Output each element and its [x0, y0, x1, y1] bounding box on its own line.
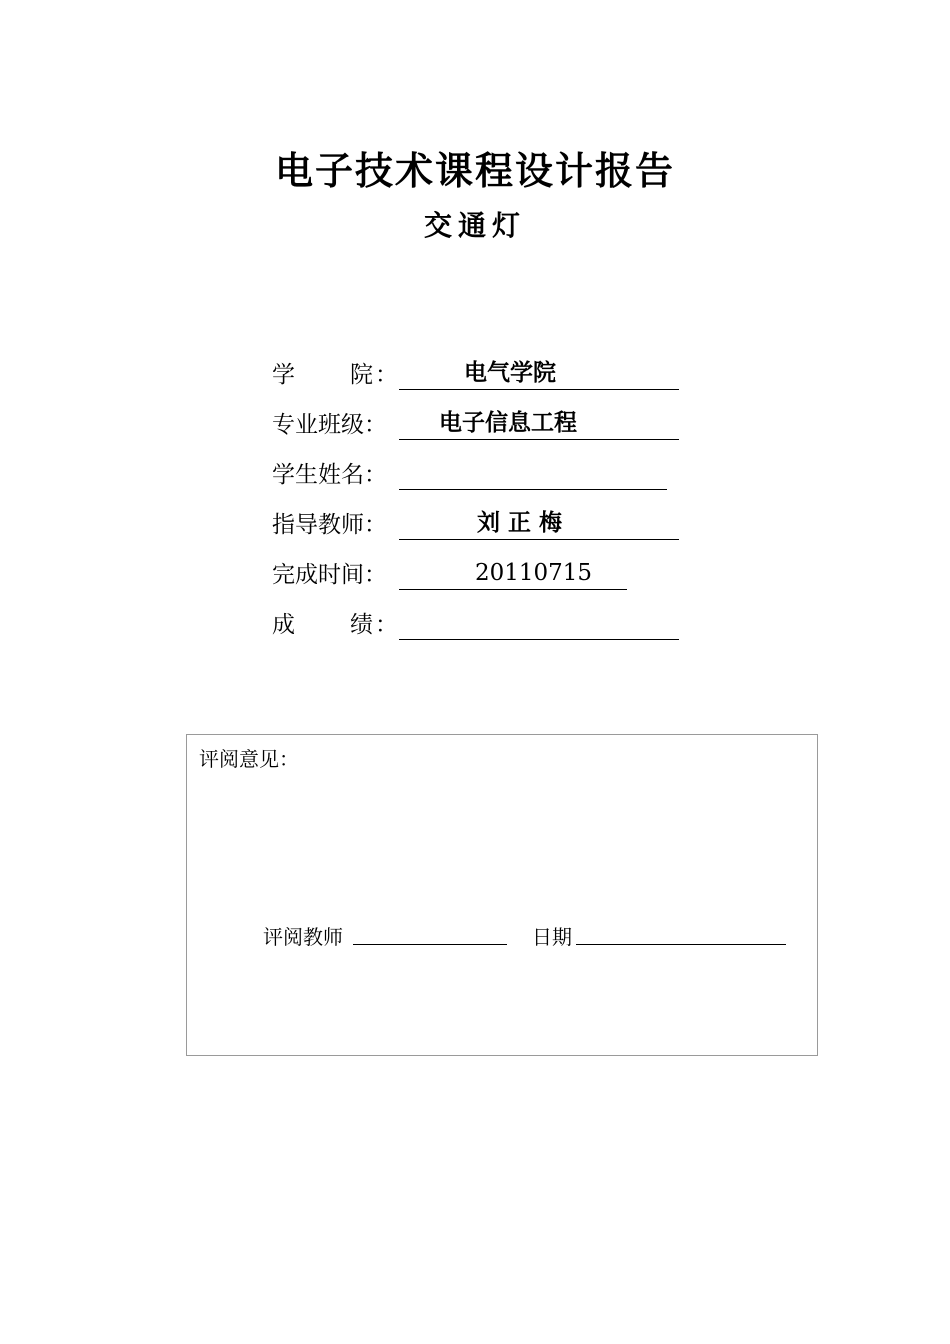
college-label-char-2: 院 [350, 362, 373, 388]
grade-field [399, 607, 679, 640]
advisor-value: 刘 正 梅 [477, 510, 563, 536]
review-teacher-line [353, 944, 507, 945]
college-value: 电气学院 [464, 360, 556, 386]
advisor-field [399, 507, 679, 540]
major-value: 电子信息工程 [439, 410, 577, 436]
college-field [399, 357, 679, 390]
date-label: 完成时间： [272, 562, 387, 588]
student-field [399, 457, 667, 490]
review-teacher-label: 评阅教师 [263, 925, 343, 949]
date-value: 20110715 [475, 560, 593, 586]
review-date-label: 日期 [532, 925, 572, 949]
date-field [399, 557, 627, 590]
advisor-label: 指导教师： [272, 512, 387, 538]
review-label: 评阅意见： [199, 747, 299, 771]
student-label: 学生姓名： [272, 462, 387, 488]
college-label-char-1: 学 [272, 362, 295, 388]
review-box [186, 734, 818, 1056]
grade-label-char-2: 绩 [350, 612, 373, 638]
grade-label-colon: ： [375, 612, 398, 638]
major-field [399, 407, 679, 440]
report-title: 电子技术课程设计报告 [274, 148, 675, 193]
review-date-line [576, 944, 786, 945]
major-label: 专业班级： [272, 412, 387, 438]
report-subtitle: 交通灯 [423, 209, 526, 242]
grade-label-char-1: 成 [272, 612, 295, 638]
college-label-colon: ： [375, 362, 398, 388]
